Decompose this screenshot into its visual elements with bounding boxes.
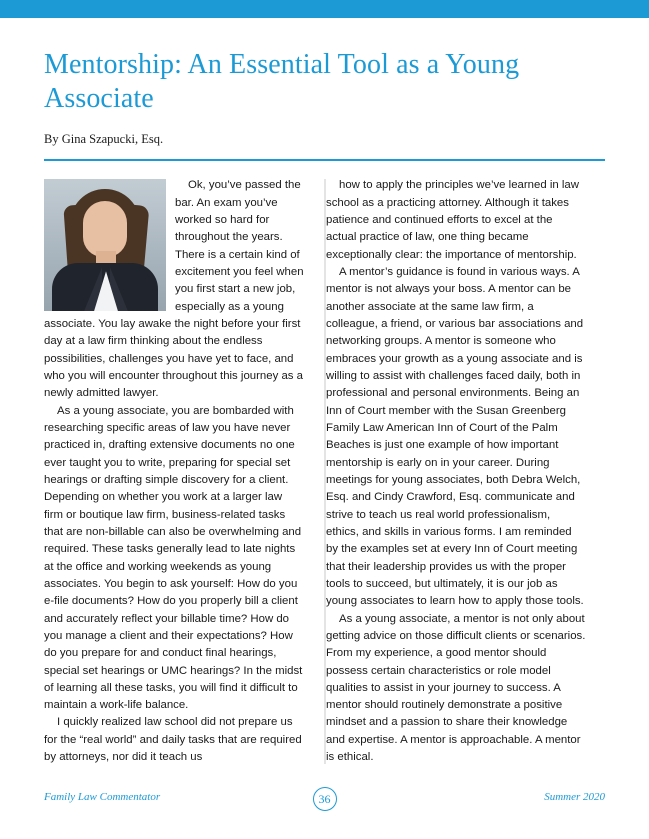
paragraph: As a young associate, a mentor is not only about getting advice on those difficult clients or scenarios. From my experience, a good mentor should possess certain characteristics or role model qualities to assist in your journey to success. A mentor should routinely demonstrate a positive mindset and a passion to share their knowledge and expertise. A mentor is approachable. A mentor is ethical.: [326, 612, 586, 764]
footer-publication: Family Law Commentator: [44, 791, 161, 803]
paragraph: Ok, you’ve passed the bar. An exam you’ve worked so hard for throughout the years. There is a certain kind of excitement you feel when you first start a new job, especially as a young associate. You lay awake the night before your first day at a law firm thinking about the endless possibilities, challenges you have yet to face, and who you will encounter throughout this journey as a newly admitted lawyer.: [44, 179, 304, 400]
page-title: Mentorship: An Essential Tool as a Young Associate: [44, 49, 520, 115]
paragraph: As a young associate, you are bombarded with researching specific areas of law you have never practiced in, drafting extensive documents no one ever taught you to write, preparing for special set hearings or drafting simple discovery for a client. Depending on whether you work at a larger law firm or boutique law firm, business-related tasks that are non-billable can also be overwhelming and required. These tasks generally lead to late nights at the office and working weekends as young associates. You begin to ask yourself: How do you e-file documents? How do you properly bill a client and accurately reflect your billable time? How do you manage a client and their expectations? How do you prepare for and conduct final hearings, special set hearings or UMC hearings? In the midst of learning all these tasks, you will find it difficult to maintain a work-life balance.: [44, 404, 303, 712]
article-body: [0, 18, 649, 839]
left-column: [44, 177, 304, 766]
column-divider: [324, 179, 325, 764]
paragraph: how to apply the principles we’ve learned in law school as a practicing attorney. Although it takes patience and continued efforts to excel at the actual practice of law, one thing became exceptionally clear: the importance of mentorship.: [326, 179, 579, 261]
right-column: [326, 177, 586, 766]
page-footer: [44, 787, 605, 811]
paragraph: I quickly realized law school did not prepare us for the “real world” and daily tasks that are required by attorneys, nor did it teach us: [44, 716, 302, 764]
paragraph: A mentor’s guidance is found in various ways. A mentor is not always your boss. A mentor can be another associate at the same law firm, a colleague, a friend, or various bar associations and networking groups. A mentor is someone who embraces your growth as a young associate and is willing to assist with challenges faced daily, both in professional and personal environments. Being an Inn of Court member with the Susan Greenberg Family Law American Inn of Court of the Palm Beaches is just one example of how important mentorship is early on in your career. During meetings for young associates, both Debra Welch, Esq. and Cindy Crawford, Esq. communicate and strive to teach us real world professionalism, ethics, and skills in various forms. I am reminded by the examples set at every Inn of Court meeting that their leadership provides us with the proper tools to succeed, but ultimately, it is our job as young associates to learn how to apply those tools.: [326, 265, 584, 608]
byline: By Gina Szapucki, Esq.: [44, 132, 164, 147]
author-photo: [44, 179, 166, 311]
two-column-layout: [44, 177, 605, 766]
footer-page-number: 36: [313, 787, 337, 811]
portrait-face-icon: [83, 201, 127, 257]
footer-issue: Summer 2020: [544, 791, 605, 803]
title-divider-rule: [44, 159, 605, 161]
header-accent-bar: [0, 0, 649, 18]
